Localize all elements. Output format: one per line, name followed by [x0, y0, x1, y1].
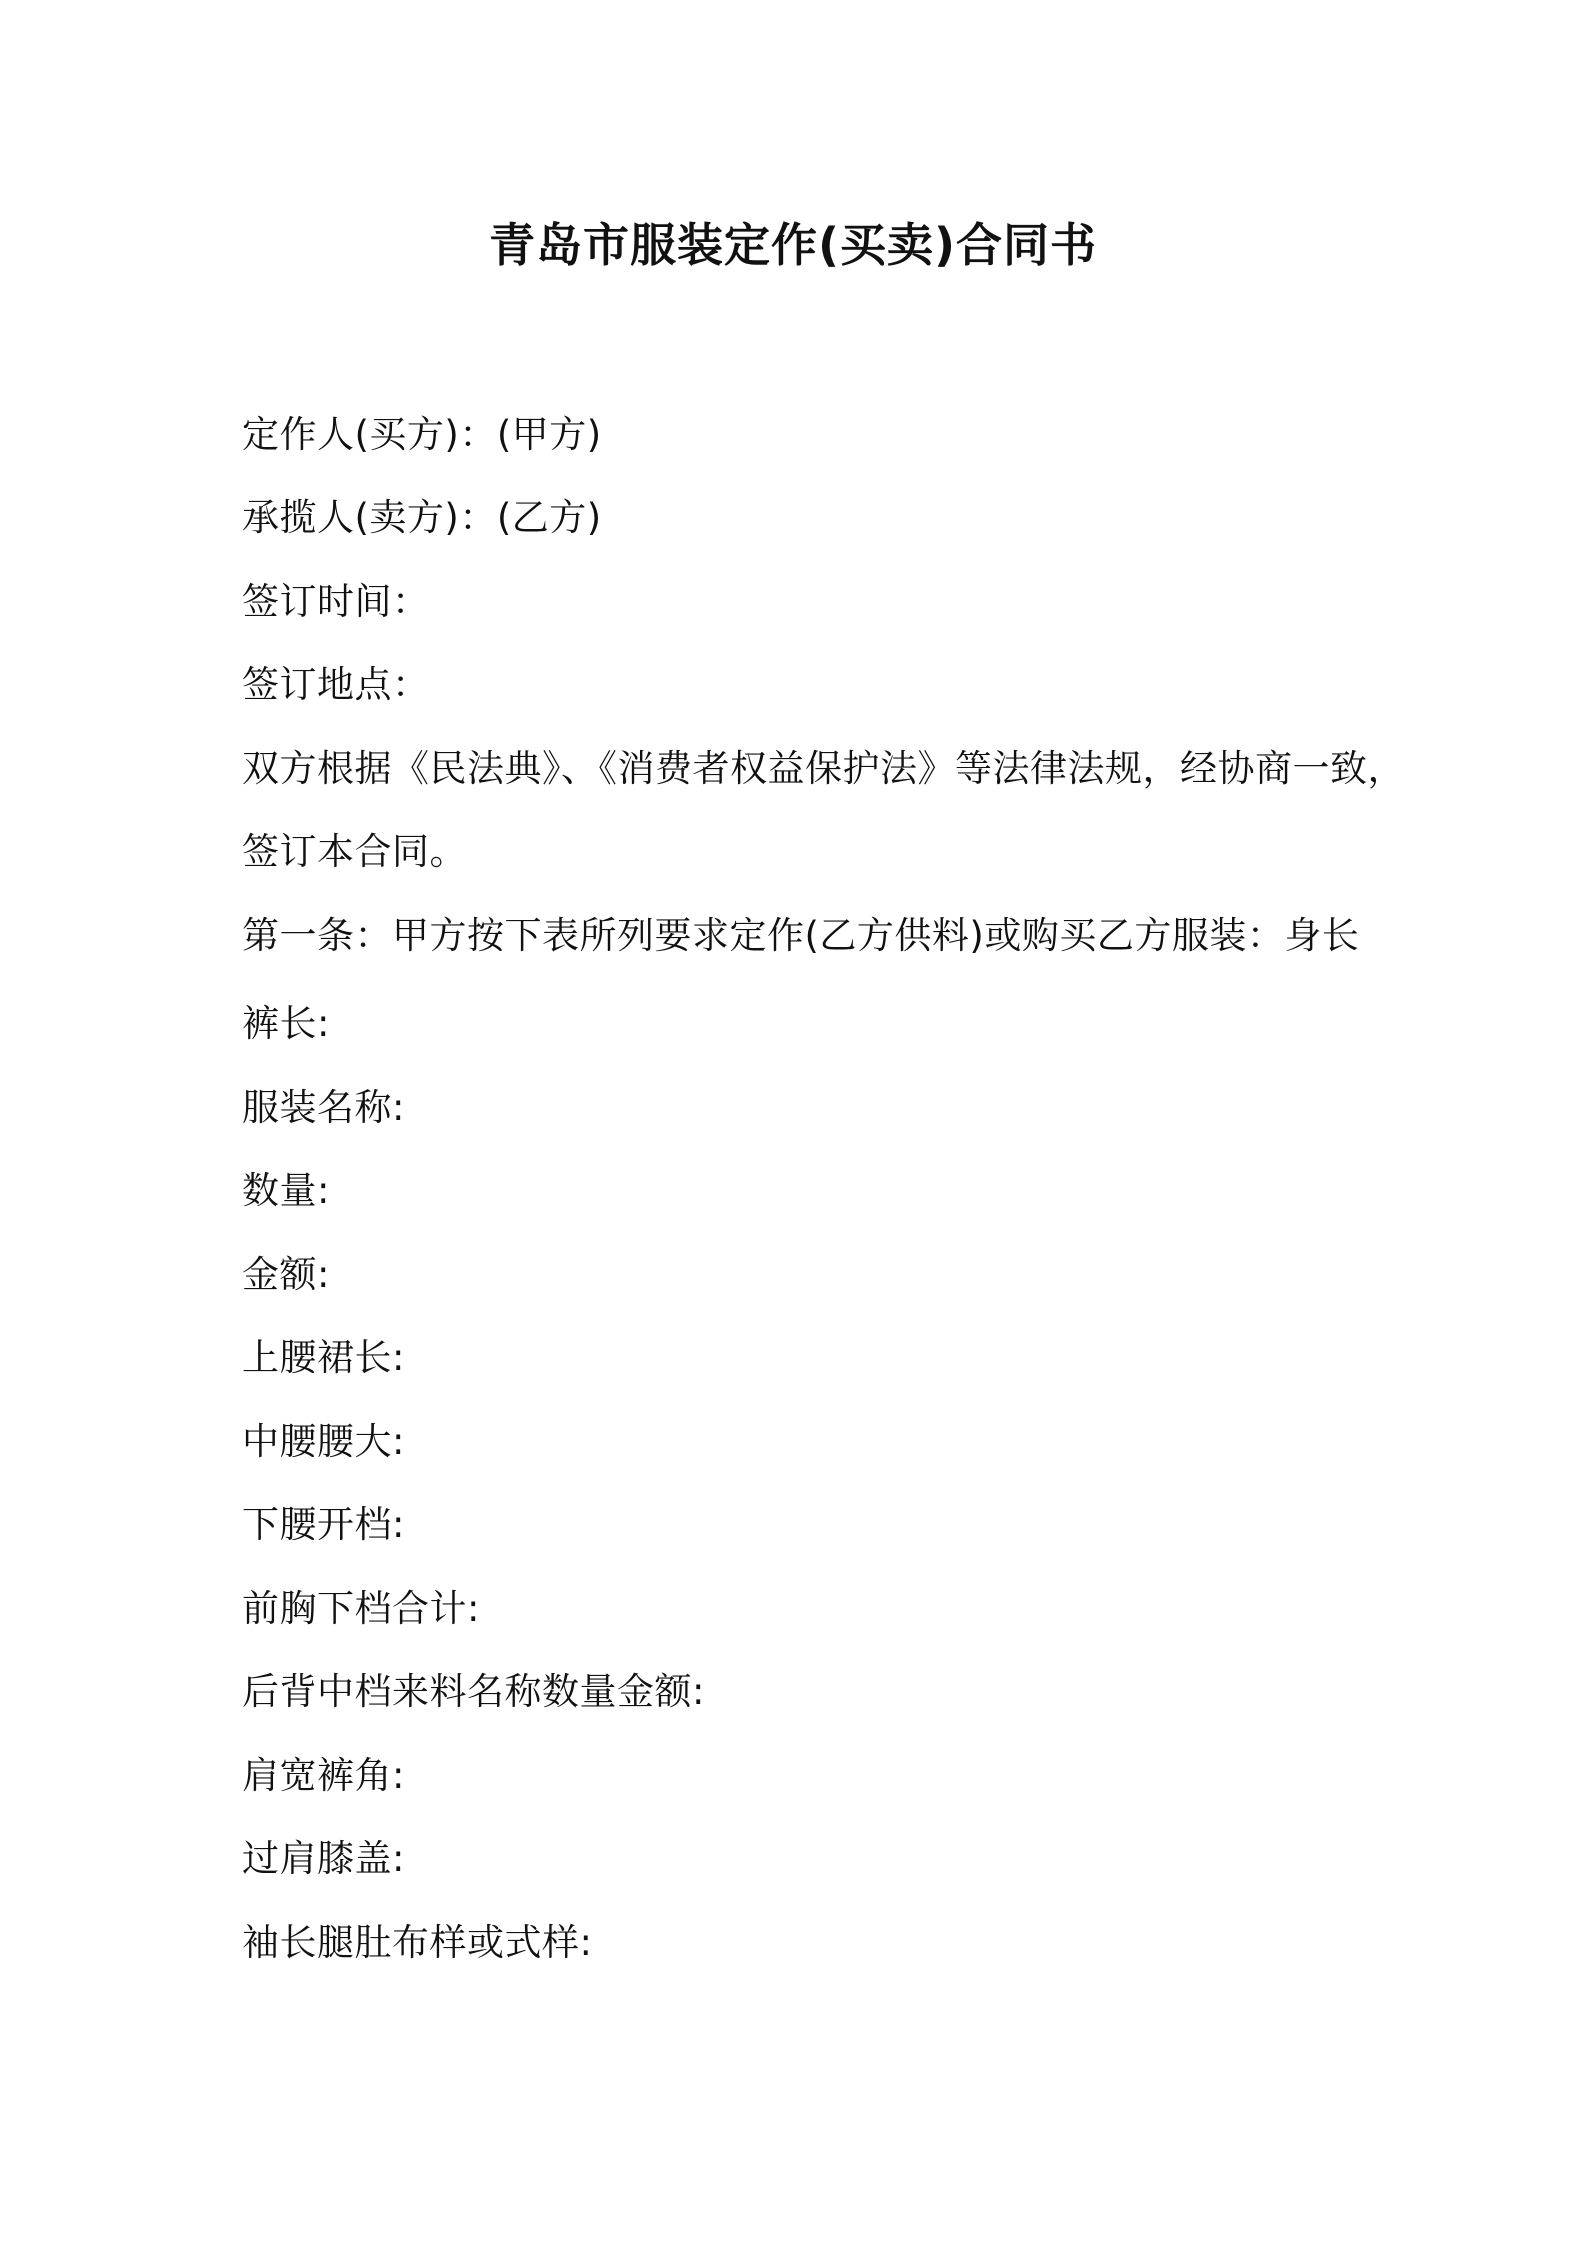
field-quantity: 数量:	[242, 1169, 330, 1212]
document-title: 青岛市服装定作(买卖)合同书	[488, 218, 1098, 272]
field-trouser-length: 裤长:	[242, 1002, 330, 1045]
field-over-shoulder: 过肩膝盖:	[242, 1837, 405, 1880]
seller-line: 承揽人(卖方)：(乙方)	[242, 496, 602, 539]
article-one-line: 第一条：甲方按下表所列要求定作(乙方供料)或购买乙方服装：身长	[242, 914, 1360, 957]
buyer-line: 定作人(买方)：(甲方)	[242, 413, 602, 456]
field-upper-waist: 上腰裙长:	[242, 1336, 405, 1379]
field-chest-total: 前胸下档合计:	[242, 1587, 480, 1630]
field-lower-waist: 下腰开档:	[242, 1503, 405, 1546]
field-amount: 金额:	[242, 1253, 330, 1296]
field-sleeve-length: 袖长腿肚布样或式样:	[242, 1921, 593, 1964]
signing-time-line: 签订时间：	[242, 580, 430, 623]
field-back-material: 后背中档来料名称数量金额:	[242, 1670, 705, 1713]
preamble-line-1: 双方根据《民法典》、《消费者权益保护法》等法律法规，经协商一致，	[242, 747, 1405, 790]
field-middle-waist: 中腰腰大:	[242, 1420, 405, 1463]
preamble-line-2: 签订本合同。	[242, 830, 467, 873]
signing-place-line: 签订地点：	[242, 663, 430, 706]
field-garment-name: 服装名称:	[242, 1086, 405, 1129]
field-shoulder-width: 肩宽裤角:	[242, 1754, 405, 1797]
